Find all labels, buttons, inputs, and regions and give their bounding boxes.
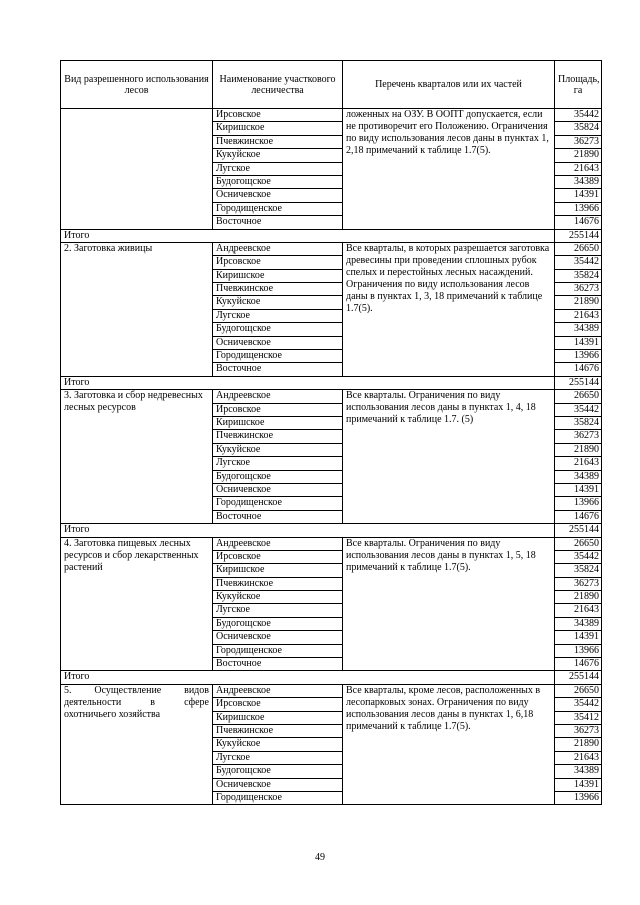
- total-area: 255144: [555, 376, 602, 389]
- area-cell: 21643: [555, 751, 602, 764]
- area-cell: 21643: [555, 309, 602, 322]
- forestry-name-cell: Будогощское: [213, 470, 343, 483]
- forestry-name-cell: Будогощское: [213, 323, 343, 336]
- area-cell: 21643: [555, 162, 602, 175]
- forestry-name-cell: Восточное: [213, 363, 343, 376]
- table-row: [61, 242, 602, 255]
- forestry-name-cell: Лугское: [213, 162, 343, 175]
- total-area: 255144: [555, 671, 602, 684]
- area-cell: 35442: [555, 256, 602, 269]
- area-cell: 14391: [555, 189, 602, 202]
- forestry-name-cell: Лугское: [213, 309, 343, 322]
- area-cell: 14391: [555, 631, 602, 644]
- forestry-name-cell: Киришское: [213, 711, 343, 724]
- quarters-note-cell: Все кварталы, в которых разрешается заготовка древесины при проведении сплошных рубок спелых и перестойных лесных насаждений. Ограничения по виду использования лесов даны в пунктах 1, 3, 18 примечаний к таблице 1.7(5).: [343, 242, 555, 376]
- area-cell: 35442: [555, 403, 602, 416]
- forestry-name-cell: Пчевжинское: [213, 283, 343, 296]
- table-row: [61, 109, 602, 122]
- forestry-name-cell: Ирсовское: [213, 256, 343, 269]
- header-use-type: Вид разрешенного использования лесов: [61, 61, 213, 109]
- total-area: 255144: [555, 229, 602, 242]
- forestry-name-cell: Осничевское: [213, 189, 343, 202]
- area-cell: 14391: [555, 483, 602, 496]
- forestry-name-cell: Ирсовское: [213, 403, 343, 416]
- area-cell: 13966: [555, 791, 602, 804]
- use-type-cell: [61, 109, 213, 230]
- forestry-name-cell: Осничевское: [213, 778, 343, 791]
- table-row: [61, 390, 602, 403]
- total-row: [61, 376, 602, 389]
- area-cell: 21890: [555, 296, 602, 309]
- page-number: 49: [315, 852, 325, 863]
- forestry-name-cell: Кукуйское: [213, 591, 343, 604]
- total-label: Итого: [61, 376, 555, 389]
- area-cell: 35824: [555, 269, 602, 282]
- total-row: [61, 229, 602, 242]
- forestry-name-cell: Пчевжинское: [213, 135, 343, 148]
- forestry-name-cell: Андреевское: [213, 684, 343, 697]
- forestry-name-cell: Городищенское: [213, 202, 343, 215]
- forestry-name-cell: Городищенское: [213, 791, 343, 804]
- forestry-name-cell: Киришское: [213, 269, 343, 282]
- area-cell: 13966: [555, 644, 602, 657]
- forestry-name-cell: Городищенское: [213, 497, 343, 510]
- table-body: [61, 109, 602, 805]
- area-cell: 21643: [555, 457, 602, 470]
- header-quarters-list: Перечень кварталов или их частей: [343, 61, 555, 109]
- area-cell: 36273: [555, 724, 602, 737]
- area-cell: 21643: [555, 604, 602, 617]
- forestry-name-cell: Кукуйское: [213, 738, 343, 751]
- forestry-name-cell: Будогощское: [213, 617, 343, 630]
- forestry-name-cell: Осничевское: [213, 336, 343, 349]
- area-cell: 35412: [555, 711, 602, 724]
- area-cell: 14676: [555, 216, 602, 229]
- forestry-name-cell: Восточное: [213, 510, 343, 523]
- use-type-cell: 5. Осуществление видов деятельности в сфере охотничьего хозяйства: [61, 684, 213, 805]
- area-cell: 14391: [555, 336, 602, 349]
- area-cell: 13966: [555, 497, 602, 510]
- forestry-name-cell: Осничевское: [213, 631, 343, 644]
- forestry-name-cell: Городищенское: [213, 644, 343, 657]
- forestry-name-cell: Андреевское: [213, 242, 343, 255]
- area-cell: 14391: [555, 778, 602, 791]
- forestry-name-cell: Будогощское: [213, 175, 343, 188]
- area-cell: 13966: [555, 202, 602, 215]
- total-row: [61, 671, 602, 684]
- area-cell: 34389: [555, 765, 602, 778]
- table-header: [61, 61, 602, 109]
- header-area: Площадь, га: [555, 61, 602, 109]
- total-row: [61, 524, 602, 537]
- quarters-note-cell: Все кварталы, кроме лесов, расположенных в лесопарковых зонах. Ограничения по виду использования лесов даны в пунктах 1, 6,18 примечаний к таблице 1.7(5).: [343, 684, 555, 805]
- area-cell: 35824: [555, 416, 602, 429]
- area-cell: 14676: [555, 510, 602, 523]
- area-cell: 21890: [555, 443, 602, 456]
- area-cell: 26650: [555, 684, 602, 697]
- area-cell: 36273: [555, 577, 602, 590]
- area-cell: 34389: [555, 617, 602, 630]
- forestry-name-cell: Андреевское: [213, 390, 343, 403]
- forestry-name-cell: Киришское: [213, 564, 343, 577]
- forestry-name-cell: Пчевжинское: [213, 577, 343, 590]
- use-type-cell: 2. Заготовка живицы: [61, 242, 213, 376]
- use-type-cell: 3. Заготовка и сбор недревесных лесных ресурсов: [61, 390, 213, 524]
- area-cell: 35442: [555, 109, 602, 122]
- table-row: [61, 684, 602, 697]
- area-cell: 35824: [555, 122, 602, 135]
- forestry-name-cell: Восточное: [213, 216, 343, 229]
- area-cell: 36273: [555, 135, 602, 148]
- forestry-name-cell: Лугское: [213, 604, 343, 617]
- area-cell: 34389: [555, 470, 602, 483]
- forestry-name-cell: Кукуйское: [213, 149, 343, 162]
- forest-use-table: [60, 60, 602, 805]
- forestry-name-cell: Осничевское: [213, 483, 343, 496]
- total-label: Итого: [61, 524, 555, 537]
- quarters-note-cell: Все кварталы. Ограничения по виду использования лесов даны в пунктах 1, 4, 18 примечаний к таблице 1.7. (5): [343, 390, 555, 524]
- table-row: [61, 537, 602, 550]
- forestry-name-cell: Кукуйское: [213, 296, 343, 309]
- quarters-note-cell: Все кварталы. Ограничения по виду использования лесов даны в пунктах 1, 5, 18 примечаний к таблице 1.7(5).: [343, 537, 555, 671]
- area-cell: 35442: [555, 698, 602, 711]
- forestry-name-cell: Ирсовское: [213, 698, 343, 711]
- area-cell: 36273: [555, 283, 602, 296]
- forestry-name-cell: Будогощское: [213, 765, 343, 778]
- area-cell: 36273: [555, 430, 602, 443]
- area-cell: 14676: [555, 363, 602, 376]
- area-cell: 35442: [555, 550, 602, 563]
- area-cell: 34389: [555, 323, 602, 336]
- area-cell: 21890: [555, 149, 602, 162]
- forestry-name-cell: Лугское: [213, 751, 343, 764]
- forestry-name-cell: Пчевжинское: [213, 430, 343, 443]
- area-cell: 26650: [555, 537, 602, 550]
- total-label: Итого: [61, 671, 555, 684]
- area-cell: 14676: [555, 658, 602, 671]
- forestry-name-cell: Ирсовское: [213, 109, 343, 122]
- total-label: Итого: [61, 229, 555, 242]
- area-cell: 26650: [555, 242, 602, 255]
- forestry-name-cell: Кукуйское: [213, 443, 343, 456]
- forestry-name-cell: Киришское: [213, 122, 343, 135]
- use-type-cell: 4. Заготовка пищевых лесных ресурсов и сбор лекарственных растений: [61, 537, 213, 671]
- forestry-name-cell: Ирсовское: [213, 550, 343, 563]
- forestry-name-cell: Городищенское: [213, 350, 343, 363]
- quarters-note-cell: ложенных на ОЗУ. В ООПТ допускается, если не противоречит его Положению. Ограничения по виду использования лесов даны в пунктах 1, 2,18 примечаний к таблице 1.7(5).: [343, 109, 555, 230]
- forestry-name-cell: Киришское: [213, 416, 343, 429]
- area-cell: 35824: [555, 564, 602, 577]
- forestry-name-cell: Восточное: [213, 658, 343, 671]
- forestry-name-cell: Лугское: [213, 457, 343, 470]
- area-cell: 13966: [555, 350, 602, 363]
- forestry-name-cell: Пчевжинское: [213, 724, 343, 737]
- area-cell: 34389: [555, 175, 602, 188]
- area-cell: 21890: [555, 738, 602, 751]
- area-cell: 26650: [555, 390, 602, 403]
- total-area: 255144: [555, 524, 602, 537]
- area-cell: 21890: [555, 591, 602, 604]
- forestry-name-cell: Андреевское: [213, 537, 343, 550]
- header-forestry-name: Наименование участкового лесничества: [213, 61, 343, 109]
